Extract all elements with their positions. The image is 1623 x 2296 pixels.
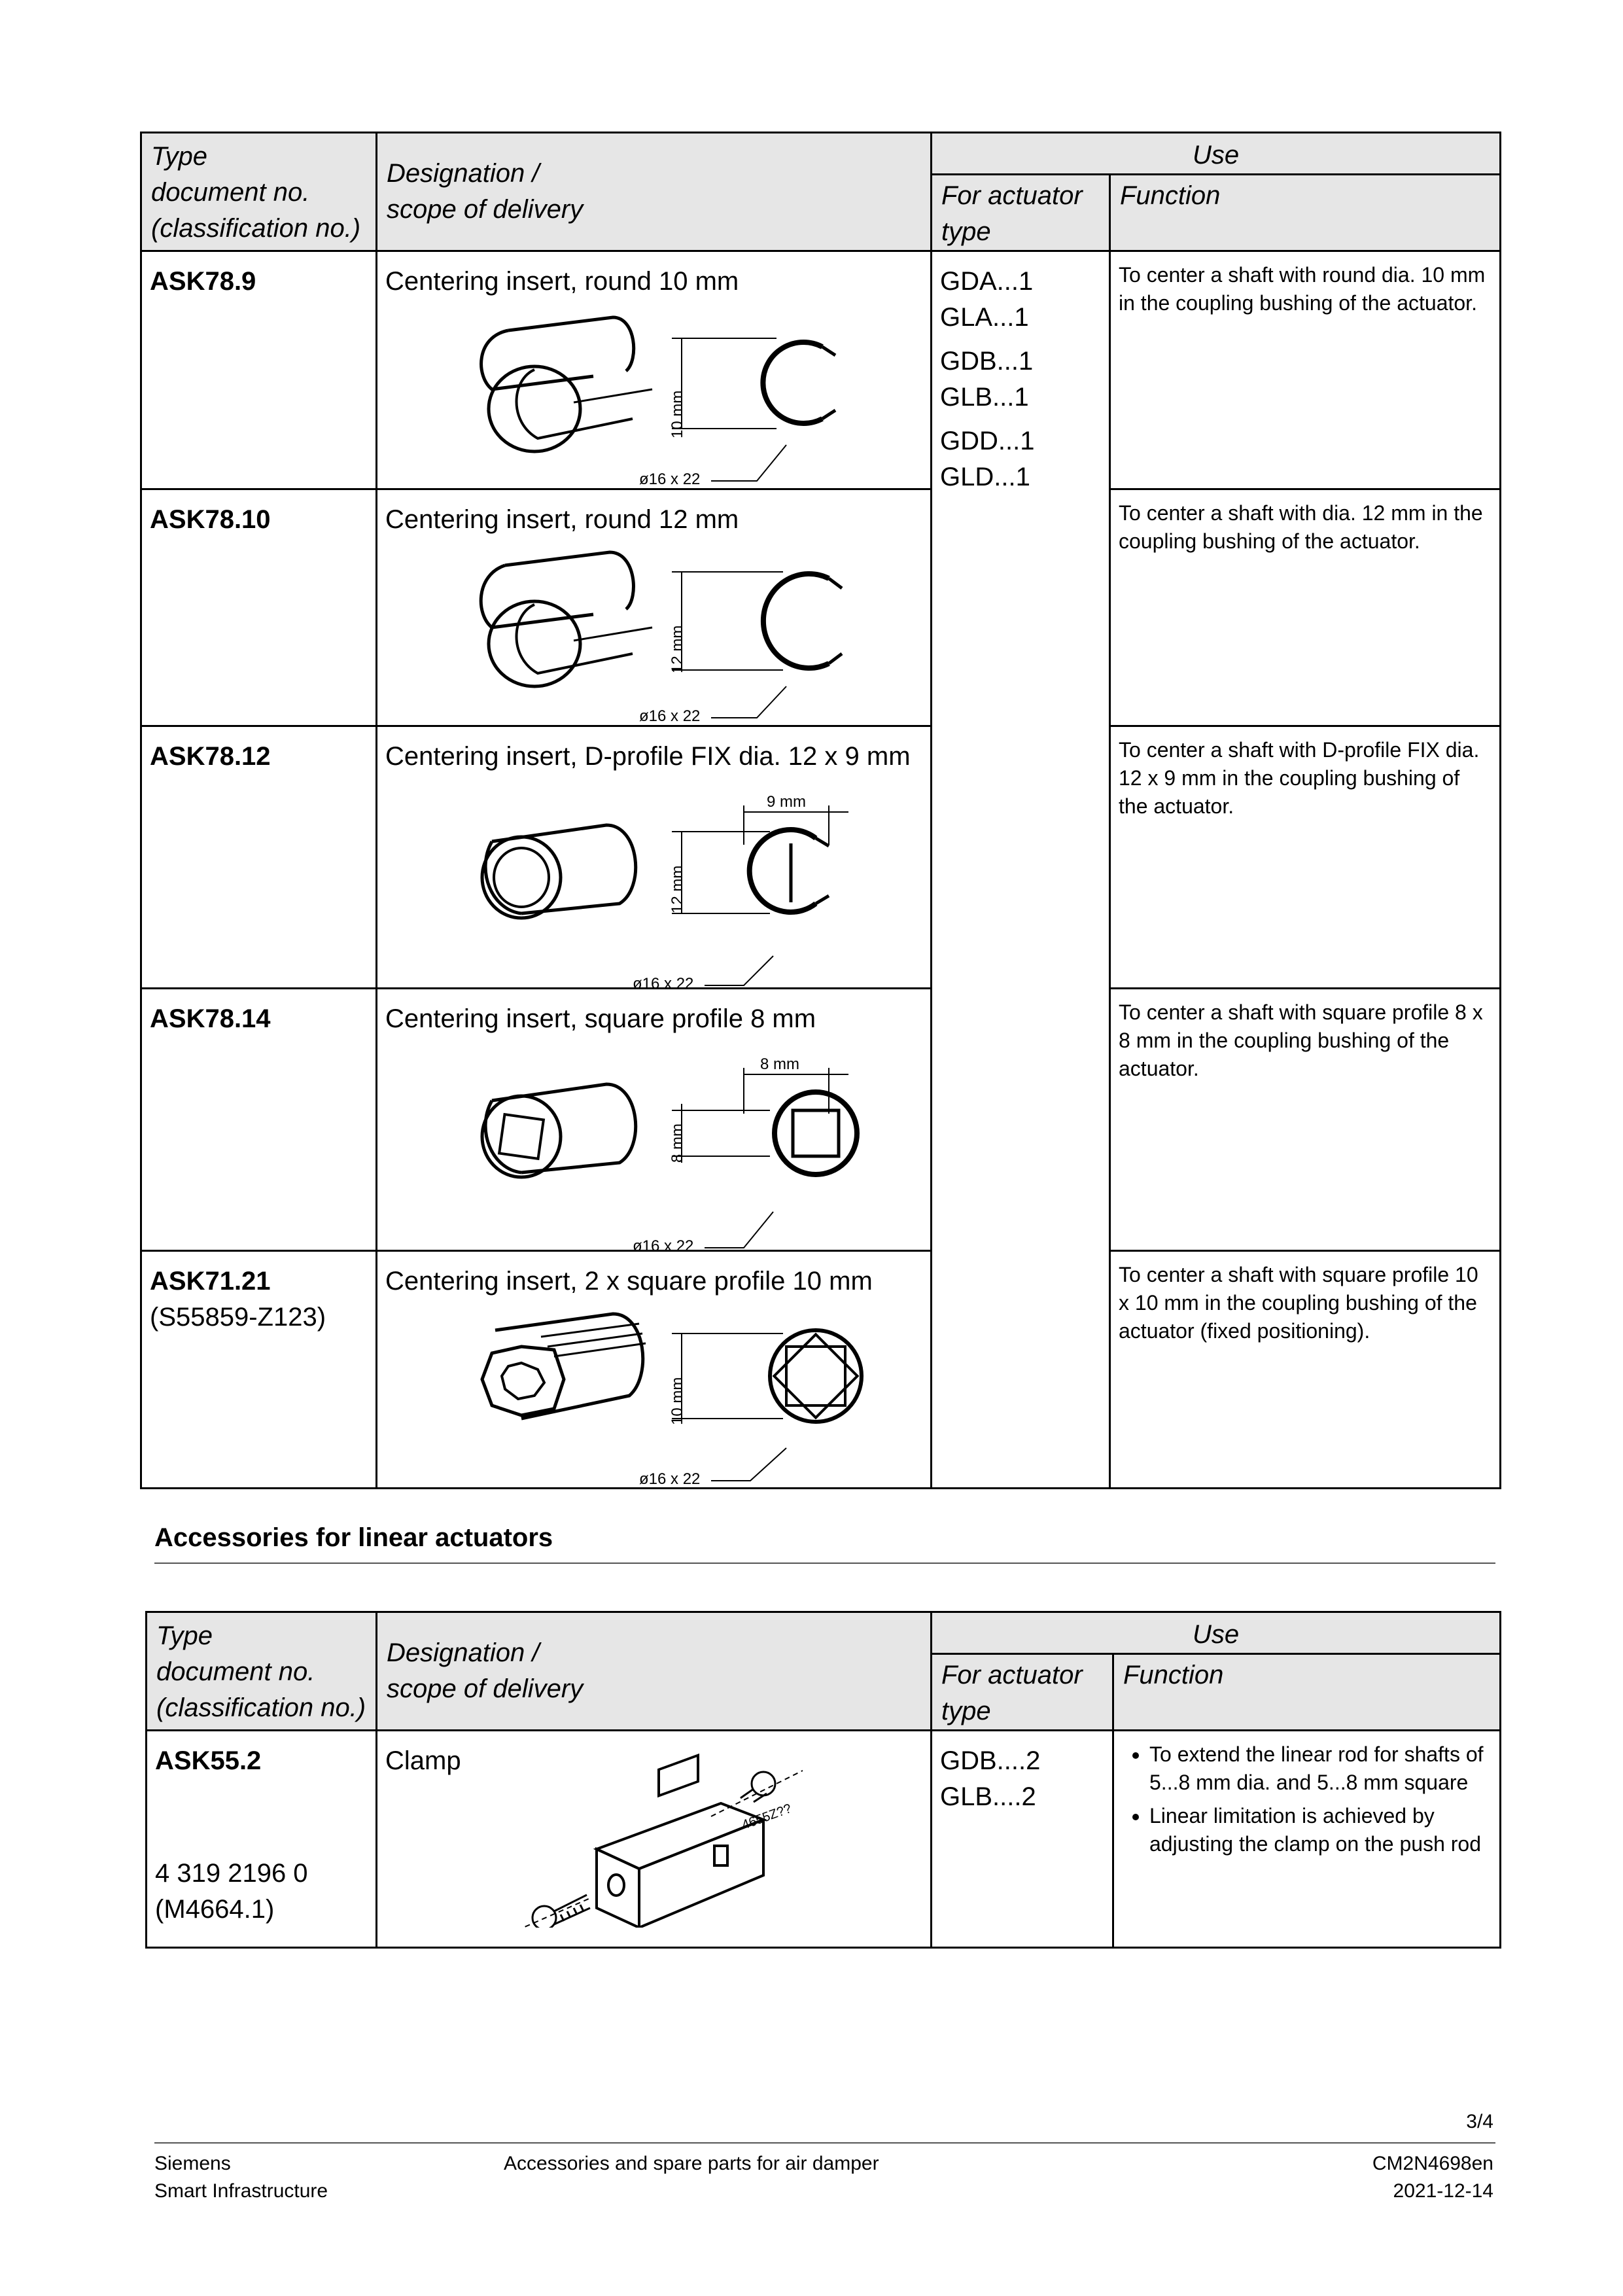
table-row-type [141, 1251, 377, 1489]
table-row-designation [377, 1251, 932, 1489]
dim-vertical-label: 8 mm [669, 1123, 686, 1163]
linear-accessories-table [145, 1611, 1501, 1949]
header-function: Function [1113, 1654, 1501, 1731]
doc-number: 4 319 2196 0 [155, 1859, 308, 1888]
actuator-cell [932, 251, 1110, 1489]
actuator-glb: GLB...1 [940, 383, 1029, 412]
table-row-type [147, 1731, 377, 1948]
dim-vertical-label: 12 mm [669, 865, 686, 913]
function-cell: To center a shaft with square profile 10 x 10 mm in the coupling bushing of the actuator (fixed positioning). [1110, 1251, 1501, 1489]
header-scope-line: scope of delivery [387, 1674, 584, 1703]
centering-insert-table [140, 132, 1501, 1489]
dim-size-label: ø16 x 22 [633, 975, 694, 989]
type-code: ASK78.14 [150, 1004, 271, 1033]
actuator-gla: GLA...1 [940, 303, 1029, 332]
type-subcode: (S55859-Z123) [150, 1303, 326, 1332]
header-actuator-type-line: type [941, 1697, 991, 1725]
footer-divider [154, 2142, 1495, 2144]
header-type-line: Type [156, 1621, 213, 1650]
designation-text: Clamp [385, 1746, 461, 1775]
classification-number: (M4664.1) [155, 1895, 275, 1924]
designation-text: Centering insert, round 12 mm [385, 505, 739, 534]
header-use: Use [932, 1612, 1501, 1654]
table-row-designation [377, 726, 932, 989]
header-docno-line: document no. [156, 1657, 315, 1686]
function-list [1122, 1740, 1492, 1858]
dim-size-label: ø16 x 22 [633, 1237, 694, 1251]
table-row-designation [377, 1731, 932, 1948]
function-cell: To center a shaft with D-profile FIX dia. 12 x 9 mm in the coupling bushing of the actuator. [1110, 726, 1501, 989]
type-code: ASK78.10 [150, 505, 271, 534]
dim-vertical-label: 12 mm [669, 625, 686, 673]
footer-company [154, 2150, 328, 2205]
table-row-type [141, 489, 377, 726]
dim-size-label: ø16 x 22 [639, 1470, 701, 1487]
table-row-type [141, 726, 377, 989]
header-designation [377, 133, 932, 251]
actuator-gdd: GDD...1 [940, 427, 1035, 455]
table-row-designation [377, 989, 932, 1251]
header-for-actuator-line: For actuator [941, 181, 1083, 210]
header-class-line: (classification no.) [156, 1693, 366, 1722]
header-for-actuator-line: For actuator [941, 1661, 1083, 1689]
dim-top-label: 9 mm [767, 793, 806, 811]
dim-vertical-label: 10 mm [669, 1377, 686, 1425]
header-class-line: (classification no.) [151, 214, 361, 243]
header-actuator-type-line: type [941, 217, 991, 246]
function-cell: To center a shaft with square profile 8 x 8 mm in the coupling bushing of the actuator. [1110, 989, 1501, 1251]
dim-size-label: ø16 x 22 [639, 470, 701, 487]
actuator-glb: GLB....2 [940, 1782, 1036, 1811]
d-profile-insert-drawing [377, 773, 927, 989]
function-item: • Linear limitation is achieved by adjusting the clamp on the push rod [1149, 1802, 1492, 1858]
dim-top-label: 8 mm [760, 1055, 799, 1073]
actuator-gdb: GDB....2 [940, 1746, 1041, 1775]
table-row-designation [377, 489, 932, 726]
designation-text: Centering insert, 2 x square profile 10 mm [385, 1267, 873, 1296]
actuator-gdb: GDB...1 [940, 347, 1034, 376]
document-id: CM2N4698en [1372, 2153, 1493, 2174]
table-row-type [141, 251, 377, 489]
page-number: 3/4 [1466, 2111, 1493, 2132]
footer-doc-info [1372, 2150, 1493, 2205]
type-code: ASK78.9 [150, 267, 256, 296]
table-row-designation [377, 251, 932, 489]
designation-text: Centering insert, D-profile FIX dia. 12 x 9 mm [385, 742, 911, 771]
header-designation-line: Designation / [387, 1638, 540, 1667]
designation-text: Centering insert, round 10 mm [385, 267, 739, 296]
function-item: • To extend the linear rod for shafts of 5...8 mm dia. and 5...8 mm square [1149, 1740, 1492, 1797]
type-code: ASK55.2 [155, 1746, 262, 1775]
header-type-line: Type [151, 142, 207, 171]
section-divider [154, 1563, 1495, 1564]
company-name: Siemens [154, 2153, 231, 2174]
header-use: Use [932, 133, 1501, 175]
double-square-insert-drawing [377, 1298, 927, 1487]
round-insert-drawing [377, 536, 927, 726]
type-code: ASK71.21 [150, 1267, 271, 1296]
actuator-cell [932, 1731, 1113, 1948]
image-code: 4655Z?? [740, 1801, 794, 1833]
header-designation-line: Designation / [387, 159, 540, 188]
clamp-drawing [377, 1751, 927, 1928]
type-code: ASK78.12 [150, 742, 271, 771]
header-docno-line: document no. [151, 178, 310, 207]
header-designation [377, 1612, 932, 1731]
section-title: Accessories for linear actuators [154, 1523, 553, 1552]
designation-text: Centering insert, square profile 8 mm [385, 1004, 816, 1033]
header-for-actuator [932, 1654, 1113, 1731]
function-cell: To center a shaft with round dia. 10 mm in the coupling bushing of the actuator. [1110, 251, 1501, 489]
square-insert-drawing [377, 1035, 927, 1251]
actuator-gda: GDA...1 [940, 267, 1034, 296]
round-insert-drawing [377, 298, 927, 487]
footer-title: Accessories and spare parts for air damper [504, 2153, 879, 2174]
function-cell [1113, 1731, 1501, 1948]
actuator-gld: GLD...1 [940, 463, 1030, 491]
header-for-actuator [932, 175, 1110, 251]
document-date: 2021-12-14 [1393, 2180, 1493, 2202]
dim-size-label: ø16 x 22 [639, 707, 701, 725]
header-scope-line: scope of delivery [387, 195, 584, 224]
dim-vertical-label: 10 mm [669, 390, 686, 438]
header-type [147, 1612, 377, 1731]
header-type [141, 133, 377, 251]
division-name: Smart Infrastructure [154, 2180, 328, 2202]
header-function: Function [1110, 175, 1501, 251]
table-row-type [141, 989, 377, 1251]
function-cell: To center a shaft with dia. 12 mm in the coupling bushing of the actuator. [1110, 489, 1501, 726]
